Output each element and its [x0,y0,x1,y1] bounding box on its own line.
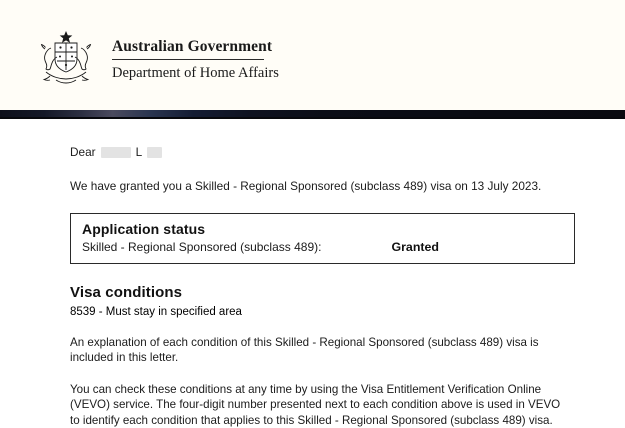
redacted-name-block-2 [147,147,162,158]
government-line: Australian Government [112,38,412,56]
status-badge: Granted [391,240,439,254]
letter-body [0,119,625,408]
department-line: Department of Home Affairs [112,64,412,82]
government-wordmark [112,38,412,82]
vevo-paragraph: You can check these conditions at any time by using the Visa Entitlement Verification Online (VEVO) service. The four-digit number presented next to each condition above is used in VEVO to identify each condition that applies to this Skilled - Regional Sponsored (subclass 489) visa. [70,382,570,428]
header-divider-bar [0,110,625,119]
visa-condition-item: 8539 - Must stay in specified area [70,306,581,318]
wordmark-rule [112,59,264,60]
redacted-name-block-1 [101,147,131,158]
australian-coat-of-arms-icon [30,28,102,90]
salutation-prefix: Dear [70,145,96,159]
application-status-row [82,240,564,254]
application-status-box [70,213,575,264]
letterhead [0,0,625,110]
visa-subclass-label: Skilled - Regional Sponsored (subclass 489): [82,240,321,254]
salutation [70,145,581,159]
name-initial: L [136,145,143,159]
visa-conditions-title: Visa conditions [70,284,581,301]
condition-explanation-paragraph: An explanation of each condition of this Skilled - Regional Sponsored (subclass 489) visa is included in this letter. [70,335,570,366]
application-status-title: Application status [82,221,564,237]
grant-sentence: We have granted you a Skilled - Regional Sponsored (subclass 489) visa on 13 July 2023. [70,179,581,195]
